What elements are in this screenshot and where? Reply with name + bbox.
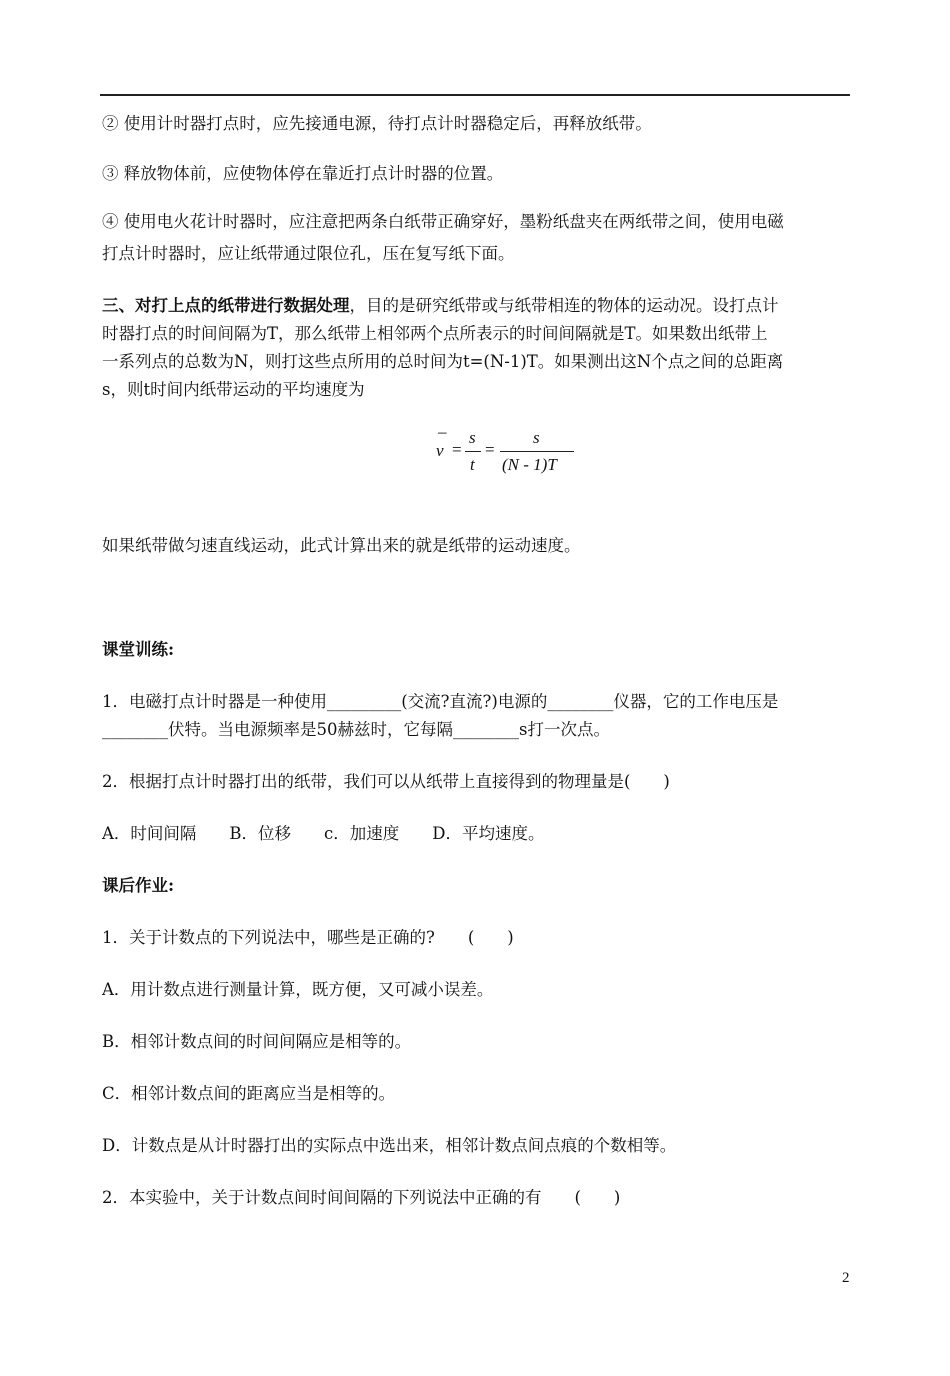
formula-fraction-line-2: [500, 451, 574, 452]
homework-q1-option-a: A．用计数点进行测量计算，既方便，又可减小误差。: [102, 980, 494, 999]
section-3-heading: 三、对打上点的纸带进行数据处理: [102, 296, 350, 315]
average-velocity-formula: [430, 422, 590, 484]
formula-eq2: =: [485, 440, 495, 459]
practice-q1-line1: 1．电磁打点计时器是一种使用_________(交流?直流?)电源的________仪器，它的工作电压是: [102, 692, 779, 711]
class-practice-heading: 课堂训练:: [102, 640, 175, 659]
formula-denominator: (N - 1)T: [502, 455, 557, 474]
note-4-line1: ④ 使用电火花计时器时，应注意把两条白纸带正确穿好，墨粉纸盘夹在两纸带之间，使用电磁: [102, 212, 784, 231]
section-3-line4: s，则t时间内纸带运动的平均速度为: [102, 380, 365, 399]
homework-q1-option-b: B．相邻计数点间的时间间隔应是相等的。: [102, 1032, 412, 1051]
page-number: 2: [842, 1270, 850, 1286]
after-formula-text: 如果纸带做匀速直线运动，此式计算出来的就是纸带的运动速度。: [102, 536, 581, 555]
formula-s-numerator: s: [469, 428, 476, 447]
section-3-line2: 时器打点的时间间隔为T，那么纸带上相邻两个点所表示的时间间隔就是T。如果数出纸带上: [102, 324, 768, 343]
homework-heading: 课后作业:: [102, 876, 175, 895]
formula-v: v: [436, 441, 444, 460]
formula-s-numerator-2: s: [533, 428, 540, 447]
note-4-line2: 打点计时器时，应让纸带通过限位孔，压在复写纸下面。: [102, 244, 515, 263]
formula-eq1: =: [452, 440, 462, 459]
homework-q1-option-c: C．相邻计数点间的距离应当是相等的。: [102, 1084, 396, 1103]
note-2: ② 使用计时器打点时，应先接通电源，待打点计时器稳定后，再释放纸带。: [102, 114, 652, 133]
practice-q1-line2: ________伏特。当电源频率是50赫兹时，它每隔________s打一次点。: [102, 720, 610, 739]
section-3-text-a: ，目的是研究纸带或与纸带相连的物体的运动况。设打点计: [349, 296, 779, 315]
header-rule: [100, 94, 850, 96]
formula-bar: –: [438, 422, 447, 441]
practice-q2-options: A．时间间隔 B．位移 c．加速度 D．平均速度。: [102, 824, 545, 843]
formula-fraction-line-1: [465, 451, 481, 452]
practice-q2: 2．根据打点计时器打出的纸带，我们可以从纸带上直接得到的物理量是( ): [102, 772, 670, 791]
note-3: ③ 释放物体前，应使物体停在靠近打点计时器的位置。: [102, 164, 504, 183]
formula-t-denominator: t: [470, 455, 475, 474]
homework-q2: 2．本实验中，关于计数点间时间间隔的下列说法中正确的有 ( ): [102, 1188, 621, 1207]
homework-q1-option-d: D．计数点是从计时器打出的实际点中选出来，相邻计数点间点痕的个数相等。: [102, 1136, 677, 1155]
homework-q1: 1．关于计数点的下列说法中，哪些是正确的? ( ): [102, 928, 514, 947]
section-3-line1: [102, 292, 852, 320]
section-3-line3: 一系列点的总数为N，则打这些点所用的总时间为t=(N-1)T。如果测出这N个点之间的总距离: [102, 352, 784, 371]
